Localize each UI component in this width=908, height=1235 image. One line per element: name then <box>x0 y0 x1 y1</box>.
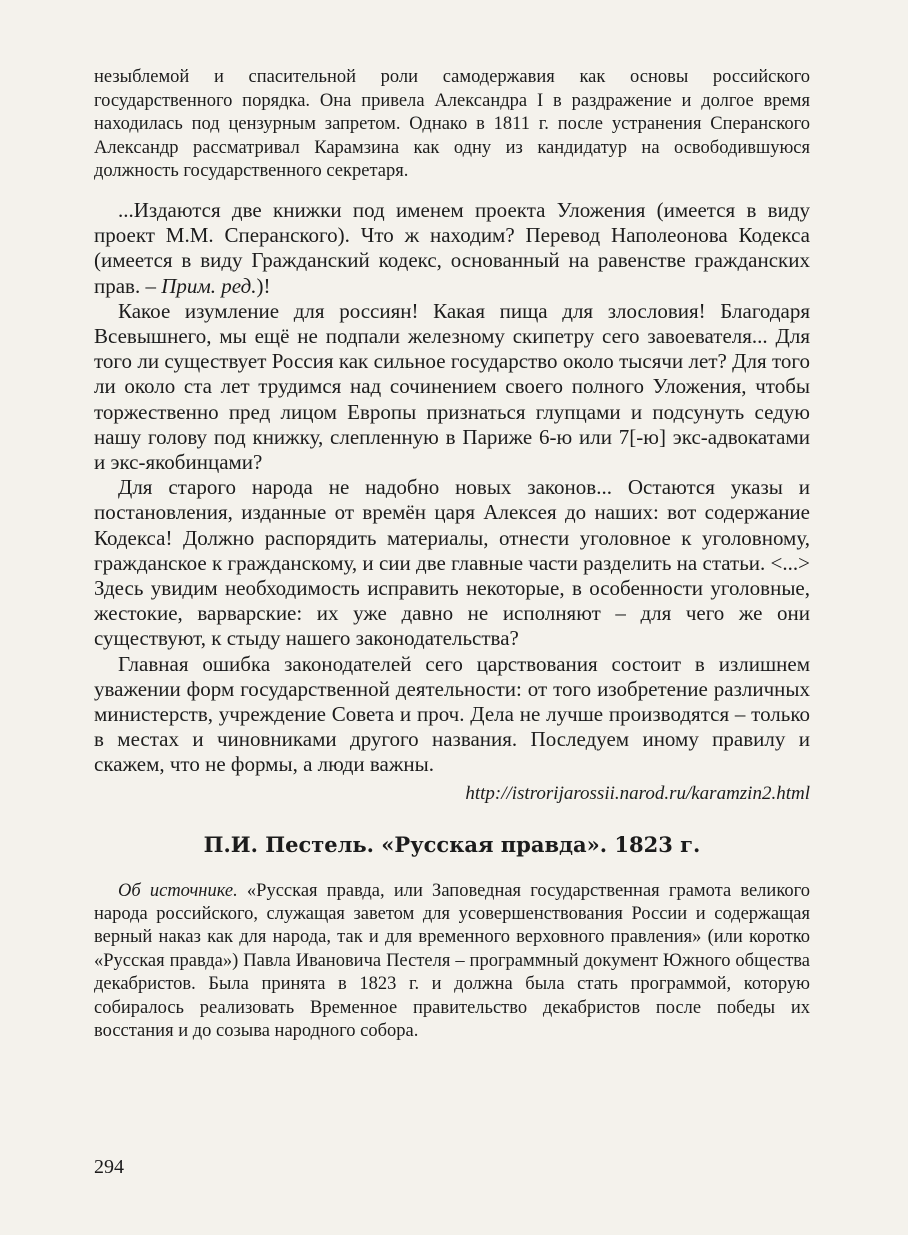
quote-paragraph-1-end: )! <box>256 273 271 298</box>
quote-paragraph-1 <box>94 198 810 299</box>
intro-paragraph: незыблемой и спасительной роли самодержавия как основы российского государственного порядка. Она привела Александра I в раздражение и долгое время находилась под цензурным запретом. Однако в 1811 г. после устранения Сперанского Александр рассматривал Карамзина как одну из кандидатур на освободившуюся должность государственного секретаря. <box>94 67 810 182</box>
section-heading: П.И. Пестель. «Русская правда». 1823 г. <box>203 831 701 857</box>
document-page <box>94 66 810 1215</box>
quote-paragraph-2: Какое изумление для россиян! Какая пища для злословия! Благодаря Всевышнего, мы ещё не подпали железному скипетру сего завоевателя... Для того ли существует Россия как сильное государство около тысячи лет? Для того ли около ста лет трудимся над сочинением своего полного Уложения, чтобы торжественно пред лицом Европы признаться глупцами и подсунуть седую нашу голову под книжку, слепленную в Париже 6-ю или 7[-ю] экс-адвокатами и экс-якобинцами? <box>94 298 810 474</box>
editor-note: Прим. ред. <box>161 273 257 298</box>
page-number: 294 <box>94 1156 124 1178</box>
quote-paragraph-1-text: ...Издаются две книжки под именем проекта Уложения (имеется в виду проект М.М. Сперанского). Что ж находим? Перевод Наполеонова Кодекса (имеется в виду Гражданский кодекс, основанный на равенстве гражданских прав. – <box>94 197 810 298</box>
about-source-label: Об источнике. <box>118 880 238 901</box>
quote-paragraph-3: Для старого народа не надобно новых законов... Остаются указы и постановления, изданные от времён царя Алексея до наших: вот содержание Кодекса! Должно распорядить материалы, отнести уголовное к уголовному, гражданское к гражданскому, и сии две главные части разделить на статьи. <...> Здесь увидим необходимость исправить некоторые, в особенности уголовные, жестокие, варварские: их уже давно не исполняют – для чего же они существуют, к стыду нашего законодательства? <box>94 475 810 651</box>
quote-paragraph-4: Главная ошибка законодателей сего царствования состоит в излишнем уважении форм государственной деятельности: от того изобретение различных министерств, учреждение Совета и проч. Дела не лучше производятся – только в местах и чиновниками другого названия. Последуем иному правилу и скажем, что не формы, а люди важны. <box>94 651 810 777</box>
about-source-text: «Русская правда, или Заповедная государственная грамота великого народа российского, служащая заветом для усовершенствования России и содержащая верный наказ как для народа, так и для временного верховного правления» (или коротко «Русская правда») Павла Ивановича Пестеля – программный документ Южного общества декабристов. Была принята в 1823 г. и должна была стать программой, которую собиралось реализовать Временное правительство декабристов после победы их восстания и до созыва народного собора. <box>94 880 810 1042</box>
source-url: http://istrorijarossii.narod.ru/karamzin2.html <box>465 782 810 804</box>
karamzin-quote <box>94 198 810 778</box>
about-source-paragraph <box>94 880 810 1044</box>
